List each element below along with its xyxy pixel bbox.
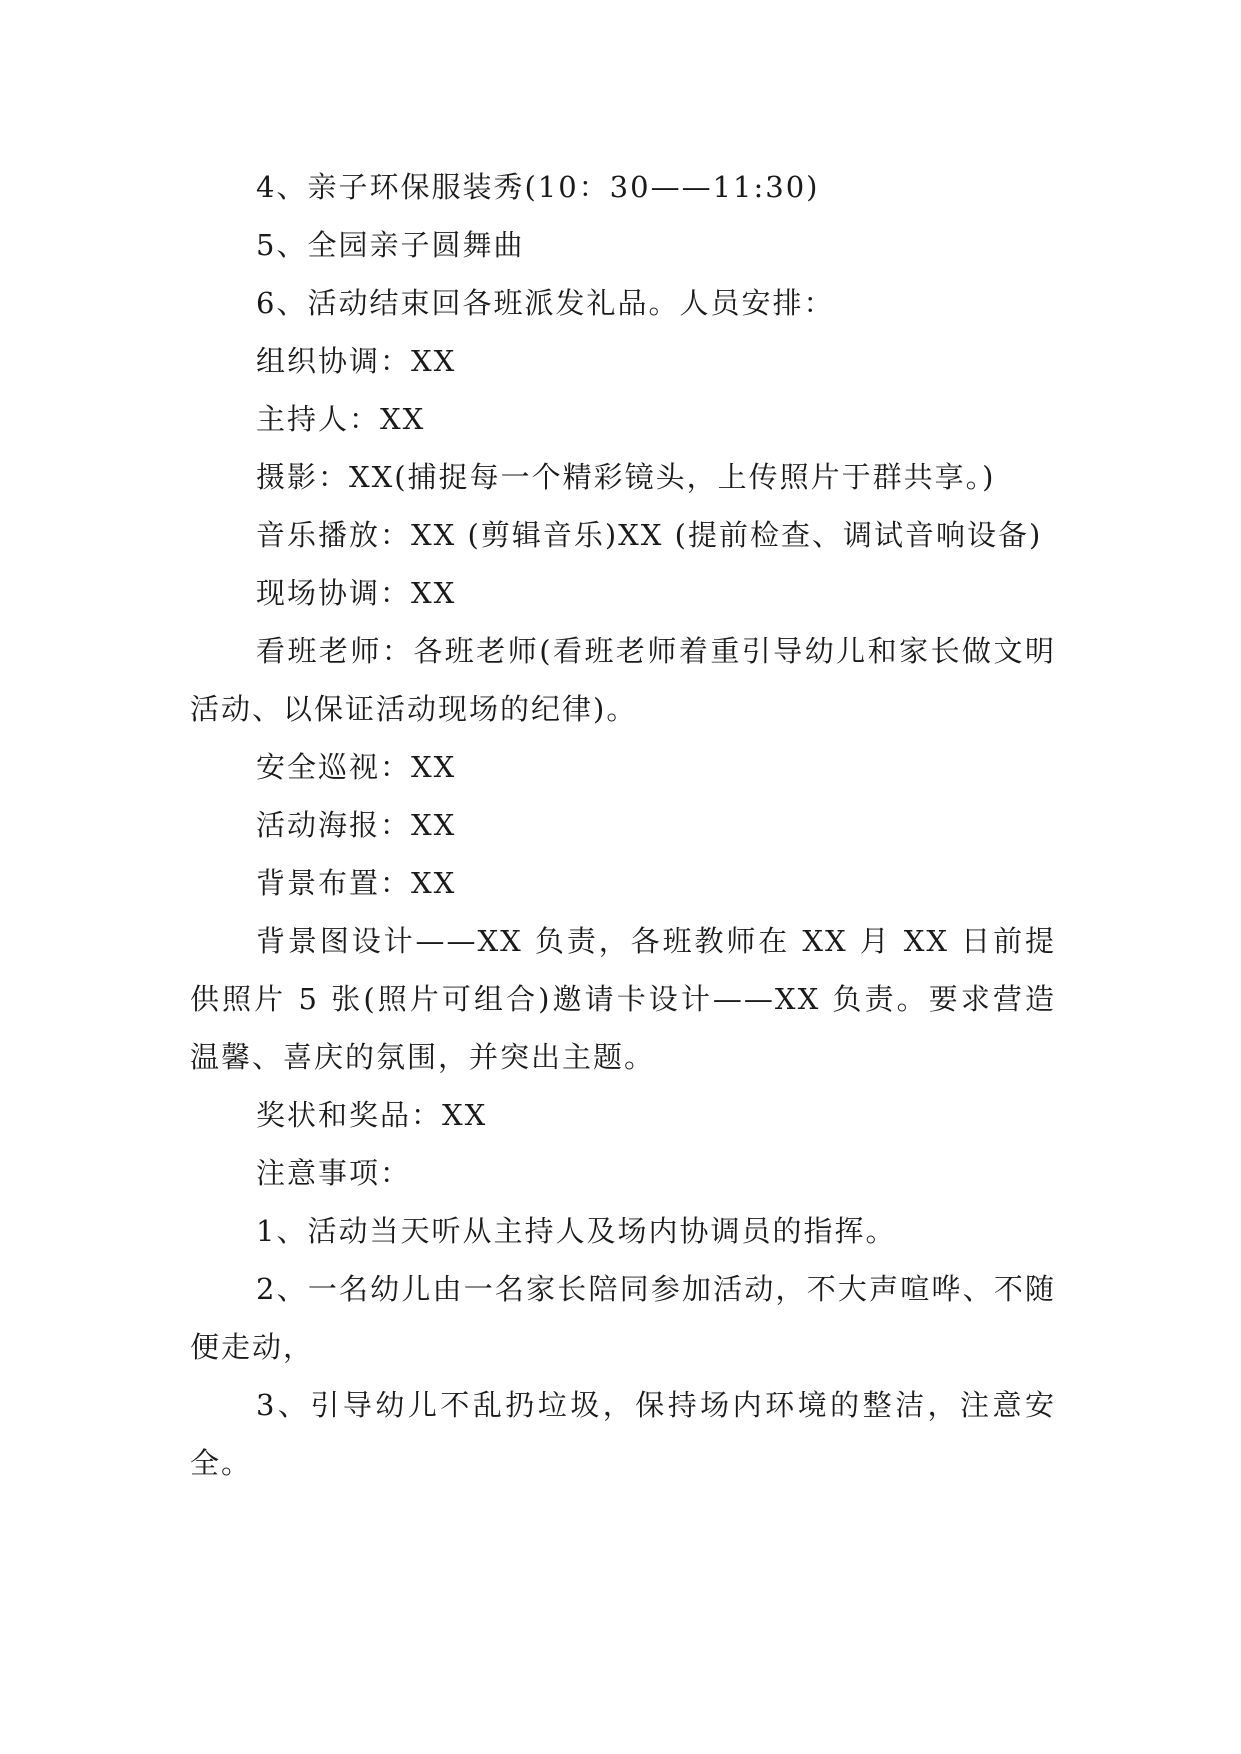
- paragraph: 注意事项：: [256, 1156, 412, 1190]
- paragraph: 组织协调：XX: [256, 344, 457, 378]
- paragraph: 摄影：XX(捕捉每一个精彩镜头，上传照片于群共享。): [256, 460, 996, 494]
- paragraph: 背景图设计——XX 负责，各班教师在 XX 月 XX 日前提供照片 5 张(照片可组合)邀请卡设计——XX 负责。要求营造温馨、喜庆的氛围，并突出主题。: [190, 924, 1056, 1074]
- paragraph: 6、活动结束回各班派发礼品。人员安排：: [256, 286, 835, 320]
- paragraph: 4、亲子环保服装秀(10：30——11:30): [256, 170, 820, 204]
- paragraph: 背景布置：XX: [256, 866, 457, 900]
- paragraph: 奖状和奖品：XX: [256, 1098, 488, 1132]
- paragraph: 安全巡视：XX: [256, 750, 457, 784]
- paragraph: 看班老师：各班老师(看班老师着重引导幼儿和家长做文明活动、以保证活动现场的纪律)。: [190, 634, 1056, 726]
- paragraph: 3、引导幼儿不乱扔垃圾，保持场内环境的整洁，注意安全。: [190, 1388, 1056, 1480]
- paragraph: 1、活动当天听从主持人及场内协调员的指挥。: [256, 1214, 897, 1248]
- paragraph: 2、一名幼儿由一名家长陪同参加活动，不大声喧哗、不随便走动，: [190, 1272, 1056, 1364]
- paragraph: 音乐播放：XX (剪辑音乐)XX (提前检查、调试音响设备): [256, 518, 1043, 552]
- document-body: [190, 158, 1056, 1492]
- paragraph: 5、全园亲子圆舞曲: [256, 228, 525, 262]
- paragraph: 现场协调：XX: [256, 576, 457, 610]
- paragraph: 主持人：XX: [256, 402, 426, 436]
- paragraph: 活动海报：XX: [256, 808, 457, 842]
